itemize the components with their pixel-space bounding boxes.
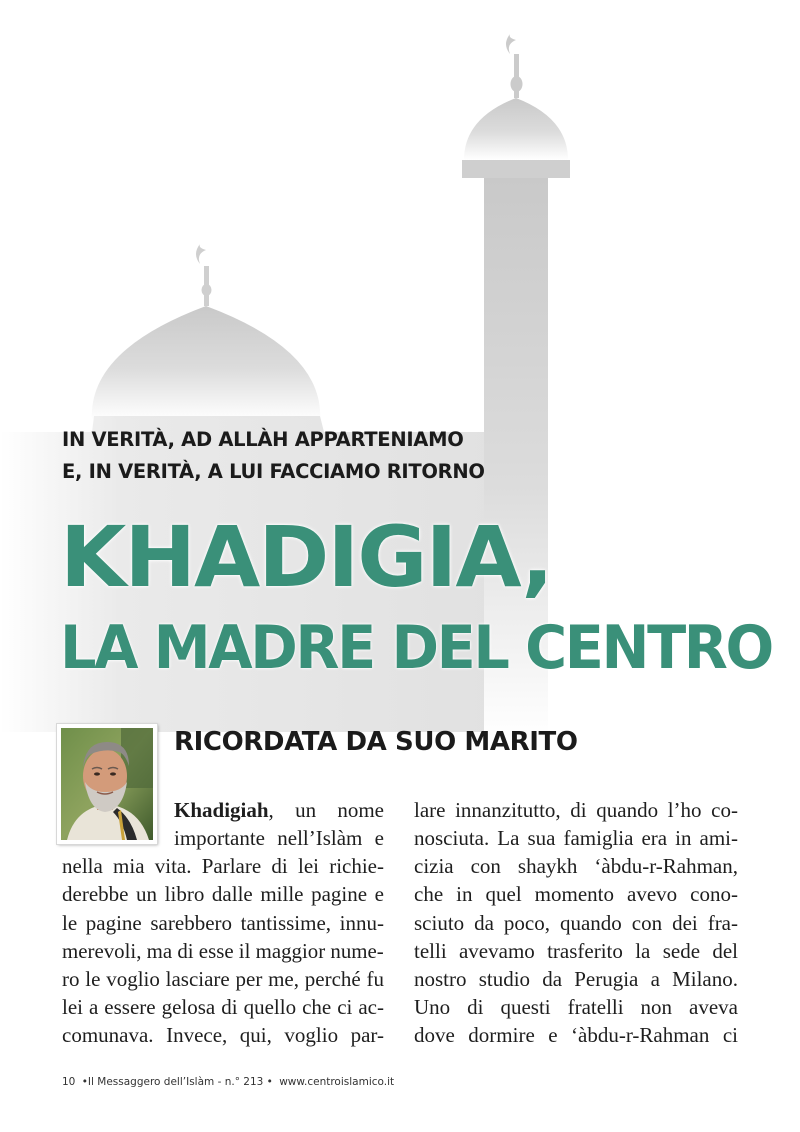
column-1-line: le pagine sarebbero tantissime, innu- (62, 911, 384, 935)
publication-name: •Il Messaggero dell’Islàm - n.° 213 • (81, 1076, 273, 1088)
page-title-line-2: LA MADRE DEL CENTRO (60, 613, 772, 683)
column-2-line: che in quel momento avevo cono- (414, 882, 738, 906)
website-link[interactable]: www.centroislamico.it (279, 1076, 395, 1088)
column-2-line: nostro studio da Perugia a Milano. (414, 967, 738, 991)
column-2-line: Uno di questi fratelli non aveva (414, 995, 738, 1019)
page-title-line-1: KHADIGIA, (60, 508, 552, 606)
column-2-line: nosciuta. La sua famiglia era in ami- (414, 826, 738, 850)
column-1-line: merevoli, ma di esse il maggior nume- (62, 939, 384, 963)
lead-name: Khadigiah (174, 798, 269, 822)
author-photo (57, 724, 157, 844)
column-1-line: Khadigiah, un nome (174, 798, 384, 822)
column-2-line: telli avevamo trasferito la sede del (414, 939, 738, 963)
column-1-line: importante nell’Islàm e (174, 826, 384, 850)
column-1-line: derebbe un libro dalle mille pagine e (62, 882, 384, 906)
column-1-line: comunava. Invece, qui, voglio par- (62, 1023, 384, 1047)
column-1-line: lei a essere gelosa di quello che ci ac- (62, 995, 384, 1019)
author-portrait-icon (61, 728, 153, 840)
column-2-line: sciuto da poco, quando con dei fra- (414, 911, 738, 935)
kicker-heading (62, 424, 485, 488)
kicker-line-2: E, IN VERITÀ, A LUI FACCIAMO RITORNO (62, 460, 485, 483)
page-footer (62, 1076, 397, 1088)
column-1-line: ro le voglio lasciare per me, perché fu (62, 967, 384, 991)
column-1-line: nella mia vita. Parlare di lei richie- (62, 854, 384, 878)
article-subtitle: RICORDATA DA SUO MARITO (174, 727, 578, 757)
column-2-line: lare innanzitutto, di quando l’ho co- (414, 798, 738, 822)
column-2-line: dove dormire e ‘àbdu-r-Rahman ci (414, 1023, 738, 1047)
column-2-line: cizia con shaykh ‘àbdu-r-Rahman, (414, 854, 738, 878)
kicker-line-1: IN VERITÀ, AD ALLÀH APPARTENIAMO (62, 428, 464, 451)
page-number: 10 (62, 1076, 76, 1088)
